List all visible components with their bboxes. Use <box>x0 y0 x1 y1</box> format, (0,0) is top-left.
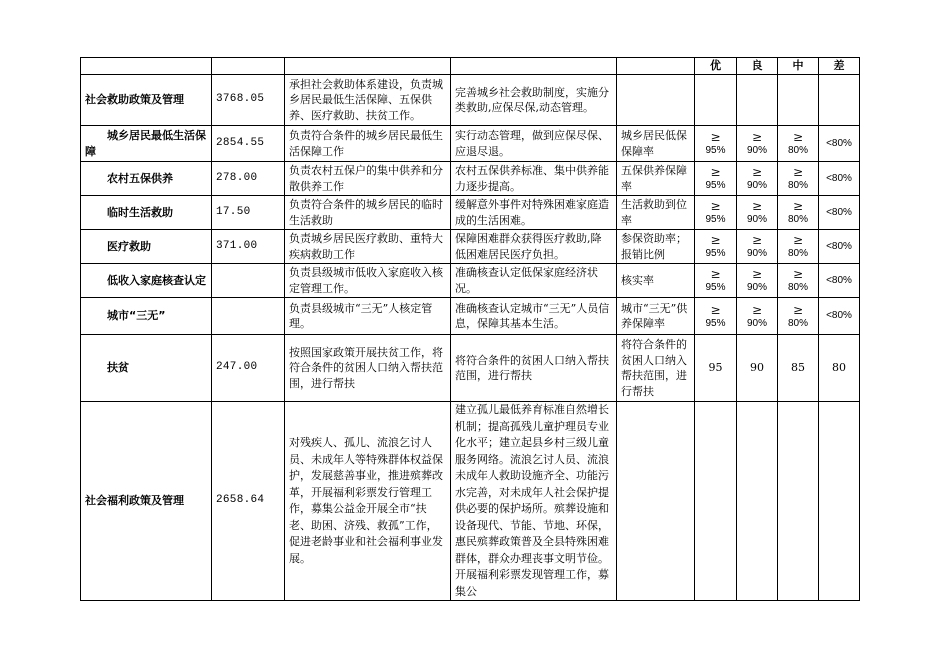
item-duty: 负责县级城市“三无”人核定管理。 <box>285 298 451 335</box>
grade-medium <box>778 298 819 335</box>
ge-symbol: ≥ <box>792 199 804 213</box>
header-grade-medium: 中 <box>778 58 819 75</box>
item-duty: 负责县级城市低收入家庭收入核定管理工作。 <box>285 264 451 298</box>
item-indicator: 五保供养保障率 <box>617 162 695 196</box>
grade-value: 95% <box>705 145 726 156</box>
grade-value: 90% <box>746 282 767 293</box>
grade-poor: <80% <box>819 196 860 230</box>
item-name: 医疗救助 <box>81 230 212 264</box>
ge-symbol: ≥ <box>751 130 763 144</box>
header-grade-poor: 差 <box>819 58 860 75</box>
grade-poor: <80% <box>819 162 860 196</box>
grade-value: 95% <box>705 248 726 259</box>
item-amount: 371.00 <box>212 230 285 264</box>
item-indicator: 核实率 <box>617 264 695 298</box>
table-row <box>81 126 860 162</box>
grade-excellent <box>695 264 737 298</box>
grade-medium <box>778 162 819 196</box>
grade-medium: 85 <box>778 335 819 402</box>
item-duty: 对残疾人、孤儿、流浪乞讨人员、未成年人等特殊群体权益保护，发展慈善事业，推进殡葬改革，开展福利彩票发行管理工作，募集公益金开展全市“扶老、助困、济残、救孤”工作，促进老龄事业和社会福利事业发展。 <box>285 402 451 601</box>
item-amount: 17.50 <box>212 196 285 230</box>
item-goal: 准确核查认定城市“三无”人员信息，保障其基本生活。 <box>451 298 617 335</box>
ge-symbol: ≥ <box>751 302 763 317</box>
grade-value: 80% <box>787 214 808 225</box>
ge-symbol: ≥ <box>751 233 763 247</box>
table-row <box>81 264 860 298</box>
table-row <box>81 230 860 264</box>
item-goal: 缓解意外事件对特殊困难家庭造成的生活困难。 <box>451 196 617 230</box>
item-name: 社会救助政策及管理 <box>81 75 212 126</box>
item-amount: 2658.64 <box>212 402 285 601</box>
grade-poor: <80% <box>819 264 860 298</box>
grade-value: 90% <box>746 145 767 156</box>
grade-cell <box>819 75 860 126</box>
ge-symbol: ≥ <box>792 165 804 179</box>
item-goal: 将符合条件的贫困人口纳入帮扶范围，进行帮扶 <box>451 335 617 402</box>
item-amount <box>212 298 285 335</box>
ge-symbol: ≥ <box>751 267 763 281</box>
performance-table <box>80 57 860 601</box>
ge-symbol: ≥ <box>751 165 763 179</box>
grade-excellent <box>695 230 737 264</box>
grade-good <box>737 126 778 162</box>
item-goal: 保障困难群众获得医疗救助,降低困难居民医疗负担。 <box>451 230 617 264</box>
ge-symbol: ≥ <box>710 233 721 247</box>
grade-poor: <80% <box>819 126 860 162</box>
grade-excellent <box>695 126 737 162</box>
item-name: 城乡居民最低生活保障 <box>81 126 212 162</box>
grade-excellent <box>695 298 737 335</box>
table-row <box>81 75 860 126</box>
item-goal: 准确核查认定低保家庭经济状况。 <box>451 264 617 298</box>
item-indicator: 城乡居民低保保障率 <box>617 126 695 162</box>
table-row <box>81 402 860 601</box>
grade-good <box>737 230 778 264</box>
grade-good <box>737 298 778 335</box>
grade-value: 80% <box>787 282 808 293</box>
item-name: 临时生活救助 <box>81 196 212 230</box>
header-cell-empty <box>212 58 285 75</box>
item-name: 扶贫 <box>81 335 212 402</box>
item-goal: 建立孤儿最低养育标准自然增长机制；提高孤残儿童护理员专业化水平；建立起县乡村三级儿童服务网络。流浪乞讨人员、流浪未成年人救助设施齐全、功能污水完善，对未成年人社会保护提供必要的保护场所。殡葬设施和设备现代、节能、节地、环保，惠民殡葬政策普及全县特殊困难群体，群众办理丧事文明节俭。开展福利彩票发现管理工作，募集公 <box>451 402 617 601</box>
grade-value: 90% <box>746 317 767 329</box>
grade-cell <box>819 402 860 601</box>
grade-value: 80% <box>787 180 808 191</box>
item-duty: 负责符合条件的城乡居民的临时生活救助 <box>285 196 451 230</box>
ge-symbol: ≥ <box>710 267 721 281</box>
grade-value: 90% <box>746 248 767 259</box>
item-name: 城市“三无” <box>81 298 212 335</box>
item-duty: 按照国家政策开展扶贫工作，将符合条件的贫困人口纳入帮扶范围，进行帮扶 <box>285 335 451 402</box>
ge-symbol: ≥ <box>710 130 721 144</box>
item-amount: 3768.05 <box>212 75 285 126</box>
header-grade-excellent: 优 <box>695 58 737 75</box>
item-indicator <box>617 402 695 601</box>
item-indicator: 参保资助率；报销比例 <box>617 230 695 264</box>
ge-symbol: ≥ <box>792 267 804 281</box>
grade-value: 90% <box>746 214 767 225</box>
item-amount: 278.00 <box>212 162 285 196</box>
header-row <box>81 58 860 75</box>
item-duty: 负责城乡居民医疗救助、重特大疾病救助工作 <box>285 230 451 264</box>
item-indicator: 生活救助到位率 <box>617 196 695 230</box>
item-duty: 负责符合条件的城乡居民最低生活保障工作 <box>285 126 451 162</box>
item-name: 农村五保供养 <box>81 162 212 196</box>
grade-cell <box>737 75 778 126</box>
grade-value: 90% <box>746 180 767 191</box>
grade-value: 95% <box>705 317 726 329</box>
header-cell-empty <box>285 58 451 75</box>
item-name: 社会福利政策及管理 <box>81 402 212 601</box>
header-cell-empty <box>81 58 212 75</box>
ge-symbol: ≥ <box>710 199 721 213</box>
item-duty: 负责农村五保户的集中供养和分散供养工作 <box>285 162 451 196</box>
table-row <box>81 298 860 335</box>
grade-value: 95% <box>705 282 726 293</box>
item-amount: 2854.55 <box>212 126 285 162</box>
grade-medium <box>778 264 819 298</box>
header-cell-empty <box>451 58 617 75</box>
ge-symbol: ≥ <box>710 165 721 179</box>
grade-cell <box>695 75 737 126</box>
ge-symbol: ≥ <box>751 199 763 213</box>
table-row <box>81 162 860 196</box>
grade-excellent <box>695 196 737 230</box>
grade-medium <box>778 196 819 230</box>
grade-value: 95% <box>705 214 726 225</box>
item-indicator: 将符合条件的贫困人口纳入帮扶范围，进行帮扶 <box>617 335 695 402</box>
item-goal: 完善城乡社会救助制度，实施分类救助,应保尽保,动态管理。 <box>451 75 617 126</box>
item-amount: 247.00 <box>212 335 285 402</box>
grade-cell <box>695 402 737 601</box>
ge-symbol: ≥ <box>792 233 804 247</box>
item-goal: 农村五保供养标准、集中供养能力逐步提高。 <box>451 162 617 196</box>
grade-good <box>737 162 778 196</box>
grade-excellent: 95 <box>695 335 737 402</box>
grade-value: 95% <box>705 180 726 191</box>
grade-value: 80% <box>787 317 808 329</box>
grade-good <box>737 264 778 298</box>
header-grade-good: 良 <box>737 58 778 75</box>
item-name: 低收入家庭核查认定 <box>81 264 212 298</box>
grade-cell <box>737 402 778 601</box>
grade-good <box>737 196 778 230</box>
item-amount <box>212 264 285 298</box>
grade-value: 80% <box>787 248 808 259</box>
item-duty: 承担社会救助体系建设，负责城乡居民最低生活保障、五保供养、医疗救助、扶贫工作。 <box>285 75 451 126</box>
grade-poor: 80 <box>819 335 860 402</box>
grade-medium <box>778 230 819 264</box>
grade-poor: <80% <box>819 298 860 335</box>
grade-cell <box>778 402 819 601</box>
item-indicator: 城市“三无”供养保障率 <box>617 298 695 335</box>
table-row <box>81 196 860 230</box>
item-indicator <box>617 75 695 126</box>
grade-medium <box>778 126 819 162</box>
grade-cell <box>778 75 819 126</box>
grade-poor: <80% <box>819 230 860 264</box>
grade-value: 80% <box>787 145 808 156</box>
ge-symbol: ≥ <box>792 302 804 317</box>
ge-symbol: ≥ <box>710 302 721 317</box>
grade-good: 90 <box>737 335 778 402</box>
grade-excellent <box>695 162 737 196</box>
header-cell-empty <box>617 58 695 75</box>
table-row <box>81 335 860 402</box>
item-goal: 实行动态管理，做到应保尽保、应退尽退。 <box>451 126 617 162</box>
ge-symbol: ≥ <box>792 130 804 144</box>
